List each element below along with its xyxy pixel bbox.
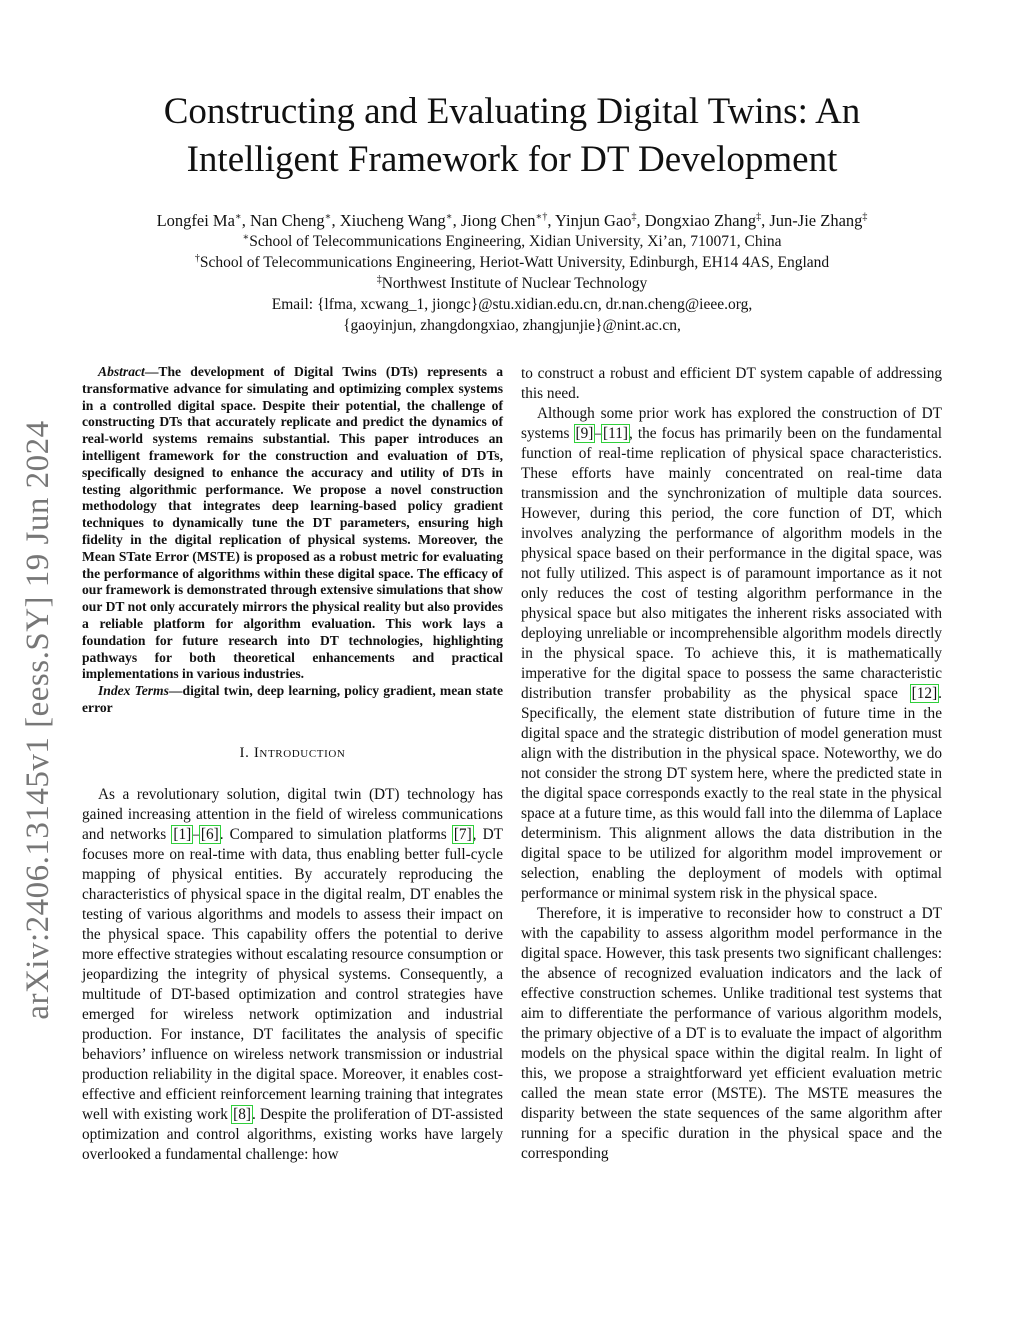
affiliation-mark: ‡ xyxy=(376,273,382,285)
affiliation-text: School of Telecommunications Engineering, Heriot-Watt University, Edinburgh, EH14 4AS, England xyxy=(199,254,830,271)
paragraph-text: Although some prior work has explored the construction of DT systems xyxy=(521,405,942,442)
author: Yinjun Gao xyxy=(554,211,632,230)
index-terms-text: —digital twin, deep learning, policy gradient, mean state error xyxy=(82,683,503,715)
affiliation-mark: † xyxy=(194,252,200,264)
index-terms-label: Index Terms xyxy=(98,683,169,699)
paragraph-text: . Specifically, the element state distribution of future time in the digital space and the strategic distribution of model generation must align with the distribution in the physical space. Noteworthy, we do not consider the strong DT system here, where the predicted state in the digital space corresponds exactly to the real state in the physical space at a future time, as this would fall into the dilemma of Laplace determinism. This alignment allows the data distribution in the digital space to be utilized for algorithm model improvement or selection, enabling the deployment of models with optimal performance or minimal system risk in the physical space. xyxy=(521,685,942,902)
email-line-1: Email: {lfma, xcwang_1, jiongc}@stu.xidian.edu.cn, dr.nan.cheng@ieee.org, xyxy=(271,296,753,313)
author-list xyxy=(80,210,944,231)
intro-paragraph-3: Therefore, it is imperative to reconsider how to construct a DT with the capability to assess algorithm model performance in the digital space. However, this task presents two significant challenges: the absence of recognized evaluation indicators and the lack of effective construction schemes. Unlike traditional test systems that aim to differentiate the performance of various algorithm models, the primary objective of a DT is to evaluate the impact of algorithm models on the physical space within the digital realm. In light of this, we propose a straightforward yet efficient evaluation metric called the mean state error (MSTE). The MSTE measures the disparity between the state sequences of the same algorithm after running for a specific duration in the physical space and the corresponding xyxy=(521,905,942,1162)
author-sep: , xyxy=(241,211,250,230)
author-mark: ∗ xyxy=(445,211,453,223)
paragraph-text: . Despite the proliferation of DT-assisted optimization and control algorithms, existing works have largely overlooked a fundamental challenge: how xyxy=(82,1105,503,1163)
citation-link[interactable]: [12] xyxy=(911,685,938,702)
author: Jiong Chen xyxy=(460,211,536,230)
author-mark: ‡ xyxy=(862,211,868,223)
affiliation-mark: ∗ xyxy=(242,231,250,243)
abstract-label: Abstract xyxy=(98,364,145,379)
section-heading-introduction: I. Introduction xyxy=(239,744,346,761)
title-line-1: Constructing and Evaluating Digital Twins: An xyxy=(163,91,861,132)
citation-link[interactable]: [1] xyxy=(173,825,192,843)
paragraph-text: , DT focuses more on real-time with data, thus enabling better full-cycle mapping of physical entities. By accurately reproducing the characteristics of physical space in the digital realm, DT enables the testing of various algorithms and models to assess their impact on the physical space. This capability offers the potential to derive more effective strategies without escalating resource consumption or jeopardizing the integrity of physical systems. Consequently, a multitude of DT-based optimization and control strategies have emerged for wireless network optimization and industrial production. For instance, DT facilitates the analysis of specific behaviors’ influence on wireless network transmission or industrial production reliability in the digital space. Moreover, it enables cost-effective and efficient reinforcement learning training that integrates well with existing work xyxy=(82,825,503,1123)
paragraph-text: . Compared to simulation platforms xyxy=(219,825,453,843)
author-sep: , xyxy=(547,211,555,230)
author: Jun-Jie Zhang xyxy=(769,211,863,230)
citation-link[interactable]: [9] xyxy=(575,425,594,442)
index-terms xyxy=(82,683,503,717)
author: Xiucheng Wang xyxy=(339,211,446,230)
title-line-2: Intelligent Framework for DT Development xyxy=(186,139,838,180)
affiliation-text: School of Telecommunications Engineering, Xidian University, Xi’an, 710071, China xyxy=(249,233,782,250)
citation-link[interactable]: [6] xyxy=(200,825,219,843)
author-sep: , xyxy=(636,211,645,230)
author-mark: ‡ xyxy=(756,211,762,223)
right-column xyxy=(521,364,942,1164)
author-mark: ∗ xyxy=(324,211,332,223)
intro-paragraph-1 xyxy=(82,785,503,1165)
author-sep: , xyxy=(761,211,770,230)
intro-paragraph-2 xyxy=(521,404,942,904)
title-block xyxy=(80,88,944,336)
author: Nan Cheng xyxy=(249,211,325,230)
arxiv-sidebar xyxy=(8,420,68,1020)
abstract xyxy=(82,364,503,683)
citation-link[interactable]: [8] xyxy=(233,1105,251,1123)
paper-title xyxy=(80,88,944,184)
paragraph-text: As a revolutionary solution, digital twin (DT) technology has gained increasing attention in the field of wireless communications and networks xyxy=(82,785,503,843)
author: Longfei Ma xyxy=(156,211,235,230)
author-sep: , xyxy=(452,211,461,230)
affiliation-1 xyxy=(80,231,944,252)
affiliation-2 xyxy=(80,252,944,273)
affiliation-3 xyxy=(80,273,944,294)
citation-link[interactable]: [7] xyxy=(453,825,472,843)
citation-link[interactable]: [11] xyxy=(603,425,628,442)
author-mark: ∗† xyxy=(535,211,548,223)
citation-dash: – xyxy=(594,425,603,442)
left-column xyxy=(82,364,503,1165)
email-line-2: {gaoyinjun, zhangdongxiao, zhangjunjie}@nint.ac.cn, xyxy=(343,317,681,334)
author-mark: ‡ xyxy=(631,211,637,223)
affiliation-text: Northwest Institute of Nuclear Technology xyxy=(381,275,648,292)
paragraph-text: , the focus has primarily been on the fundamental function of real-time replication of physical space characteristics. These efforts have mainly concentrated on real-time data transmission and the synchronization of multiple data sources. However, during this period, the core function of DT, which involves analyzing the performance of algorithm models in the physical space based on their performance in the digital space, was not fully utilized. This aspect is of paramount importance as it not only reduces the cost of testing algorithm performance in the physical space but also mitigates the inherent risks associated with deploying unreliable or incomprehensible algorithm models directly in the physical space. To achieve this, it is mathematically imperative for the digital space to possess the same characteristic distribution transfer probability as the physical space xyxy=(521,425,942,702)
arxiv-identifier: arXiv:2406.13145v1 [eess.SY] 19 Jun 2024 xyxy=(20,420,56,1020)
intro-paragraph-continued: to construct a robust and efficient DT system capable of addressing this need. xyxy=(521,365,942,402)
author: Dongxiao Zhang xyxy=(644,211,757,230)
author-mark: ∗ xyxy=(234,211,242,223)
author-sep: , xyxy=(331,211,340,230)
citation-dash: – xyxy=(192,825,200,843)
abstract-text: —The development of Digital Twins (DTs) represents a transformative advance for simulating and optimizing complex systems in a controlled digital space. Despite their potential, the challenge of constructing DTs that accurately replicate and predict the dynamics of real-world systems remains substantial. This paper introduces an intelligent framework for the construction and evaluation of DTs, specifically designed to enhance the accuracy and utility of DTs in testing algorithmic performance. We propose a novel construction methodology that integrates deep learning-based policy gradient techniques to dynamically tune the DT parameters, ensuring high fidelity in the digital replication of physical systems. Moreover, the Mean STate Error (MSTE) is proposed as a robust metric for evaluating the performance of algorithms within these digital space. The efficacy of our framework is demonstrated through extensive simulations that show our DT not only accurately mirrors the physical reality but also provides a reliable platform for algorithm evaluation. This work lays a foundation for future research into DT technologies, highlighting pathways for both theoretical enhancements and practical implementations in various industries. xyxy=(82,364,503,682)
